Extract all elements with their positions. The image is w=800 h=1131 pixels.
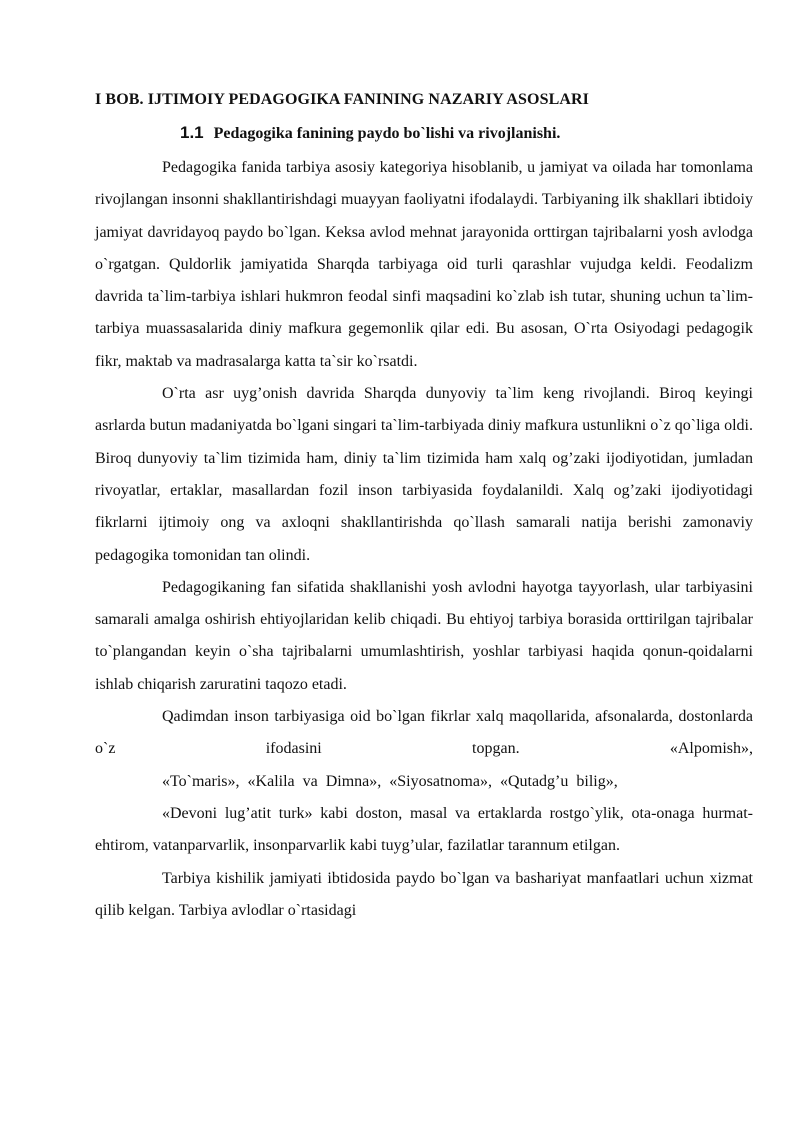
section-title: Pedagogika fanining paydo bo`lishi va rivojlanishi. [213, 125, 561, 142]
paragraph: Pedagogika fanida tarbiya asosiy kategoriya hisoblanib, u jamiyat va oilada har tomonlama rivojlangan insonni shakllantirishdagi muayyan faoliyatni ifodalaydi. Tarbiyaning ilk shakllari ibtidoiy jamiyat davridayoq paydo bo`lgan. Keksa avlod mehnat jarayonida orttirgan tajribalarni yosh avlodga o`rgatgan. Quldorlik jamiyatida Sharqda tarbiyaga oid turli qarashlar vujudga keldi. Feodalizm davrida ta`lim-tarbiya ishlari hukmron feodal sinfi maqsadini ko`zlab ish tutar, shuning uchun ta`lim-tarbiya muassasalarida diniy mafkura gegemonlik qilar edi. Bu asosan, O`rta Osiyodagi pedagogik fikr, maktab va madrasalarga katta ta`sir ko`rsatdi. [95, 159, 753, 370]
paragraph: Qadimdan inson tarbiyasiga oid bo`lgan fikrlar xalq maqollarida, afsonalarda, dostonlarda o`z ifodasini topgan. «Alpomish», [95, 708, 753, 758]
paragraph: Pedagogikaning fan sifatida shakllanishi yosh avlodni hayotga tayyorlash, ular tarbiyasini samarali amalga oshirish ehtiyojlaridan kelib chiqadi. Bu ehtiyoj tarbiya borasida orttirilgan tajribalar to`plangandan keyin o`sha tajribalarni umumlashtirish, yoshlar tarbiyasi haqida qonun-qoidalarni ishlab chiqarish zaruratini taqozo etadi. [95, 578, 753, 693]
paragraph: «Devoni lug’atit turk» kabi doston, masal va ertaklarda rostgo`ylik, ota-onaga hurmat-ehtirom, vatanparvarlik, insonparvarlik kabi tuyg’ular, fazilatlar tarannum etilgan. [95, 804, 753, 855]
section-heading [180, 123, 560, 143]
section-number: 1.1 [180, 123, 204, 142]
paragraph: O`rta asr uyg’onish davrida Sharqda dunyoviy ta`lim keng rivojlandi. Biroq keyingi asrlarda butun madaniyatda bo`lgani singari ta`lim-tarbiyada diniy mafkura ustunlikni o`z qo`liga oldi. Biroq dunyoviy ta`lim tizimida ham, diniy ta`lim tizimida ham xalq og’zaki ijodiyotidan, jumladan rivoyatlar, ertaklar, masallardan fozil inson tarbiyasida foydalanildi. Xalq og’zaki ijodiyotidagi fikrlarni ijtimoiy ong va axloqni shakllantirishda qo`llash samarali natija berishi zamonaviy pedagogika tomonidan tan olindi. [95, 385, 753, 564]
paragraph: Tarbiya kishilik jamiyati ibtidosida paydo bo`lgan va bashariyat manfaatlari uchun xizmat qilib kelgan. Tarbiya avlodlar o`rtasidagi [95, 869, 753, 919]
chapter-title: I BOB. IJTIMOIY PEDAGOGIKA FANINING NAZARIY ASOSLARI [95, 91, 590, 108]
body-text [95, 152, 753, 927]
paragraph: «To`maris», «Kalila va Dimna», «Siyosatnoma», «Qutadg’u bilig», [162, 772, 618, 790]
